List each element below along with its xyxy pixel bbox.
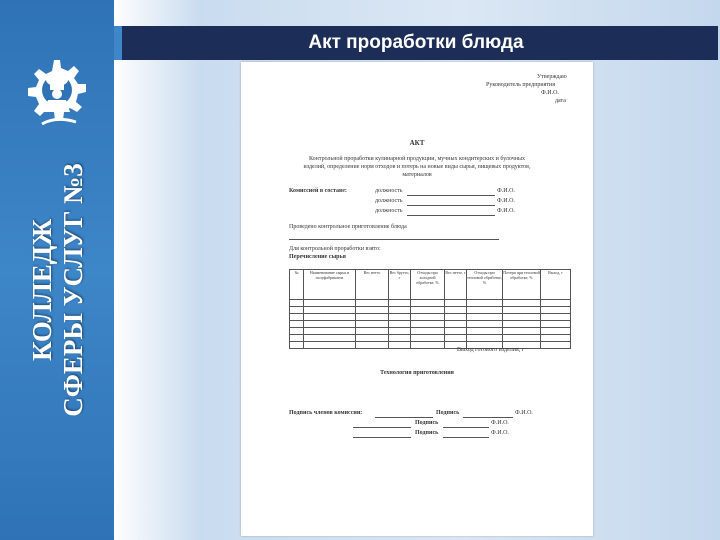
sidebar [0,0,114,540]
commission-line-1 [407,195,495,196]
col-net-weight-g: Вес нетто, г [445,270,467,300]
signature-line-1a [375,417,433,418]
col-heat-loss: Потери при тепловой обработке, % [503,270,541,300]
act-heading: АКТ [409,139,425,147]
commission-fio-3: Ф.И.О. [497,208,515,214]
commission-role-1: должность [375,188,403,194]
approve-line-3: Ф.И.О. [541,90,559,96]
act-subtitle-2: изделий, определение норм отходов и потерь на новые виды сырья, пищевых продуктов, [303,164,531,170]
signature-line-2b [443,427,489,428]
signature-line-3a [353,437,411,438]
col-net-weight: Вес нетто [356,270,389,300]
signature-word-2: Подпись [415,420,439,426]
signature-line-2a [353,427,411,428]
signature-label: Подпись членов комиссии: [289,410,363,416]
col-heat-waste: Отходы при тепловой обработке, % [467,270,503,300]
signature-fio-3: Ф.И.О. [491,430,509,436]
table-header-row [290,270,571,300]
commission-role-2: должность [375,198,403,204]
col-number: № [290,270,304,300]
table-row [290,300,571,307]
commission-role-3: должность [375,208,403,214]
signature-line-3b [443,437,489,438]
commission-fio-1: Ф.И.О. [497,188,515,194]
college-name-line1: КОЛЛЕДЖ [27,218,57,362]
table-row [290,307,571,314]
approve-line-1: Утверждаю [537,74,567,80]
act-subtitle-3: материалов [402,172,432,178]
dish-name-line [289,239,499,240]
signature-fio-1: Ф.И.О. [515,410,533,416]
slide-title: Акт проработки блюда [308,32,524,53]
title-bar [114,26,718,60]
raw-materials-table [289,269,571,349]
table-row [290,314,571,321]
col-cold-waste: Отходы при холодной обработке, % [411,270,445,300]
approve-line-2: Руководитель предприятия [486,82,555,88]
commission-label: Комиссией в составе: [289,188,347,194]
table-row [290,321,571,328]
document-page [241,62,593,536]
approve-line-4: дата [555,98,566,104]
col-output: Выход, г [541,270,571,300]
act-subtitle-1: Контрольной проработки кулинарной продукции, мучных кондитерских и булочных [308,156,526,162]
signature-word-3: Подпись [415,430,439,436]
signature-word-1: Подпись [436,410,460,416]
table-row [290,335,571,342]
commission-line-3 [407,215,495,216]
col-name: Наименование сырья и полуфабрикатов [304,270,356,300]
college-logo-icon [12,54,96,138]
commission-fio-2: Ф.И.О. [497,198,515,204]
college-name-line2: СФЕРЫ УСЛУГ №3 [58,163,88,417]
raw-list-label: Перечисление сырья [289,254,346,260]
college-name [27,163,89,417]
table-row [290,342,571,349]
conducted-text: Проведено контрольное приготовление блюда [289,224,407,230]
taken-text: Для контрольной проработки взято: [289,246,381,252]
technology-heading: Технология приготовления [380,370,454,376]
table-row [290,328,571,335]
col-gross-weight: Вес брутто, г [389,270,411,300]
signature-line-1b [463,417,513,418]
commission-line-2 [407,205,495,206]
signature-fio-2: Ф.И.О. [491,420,509,426]
output-label: Выход готового изделия, г [457,347,525,353]
